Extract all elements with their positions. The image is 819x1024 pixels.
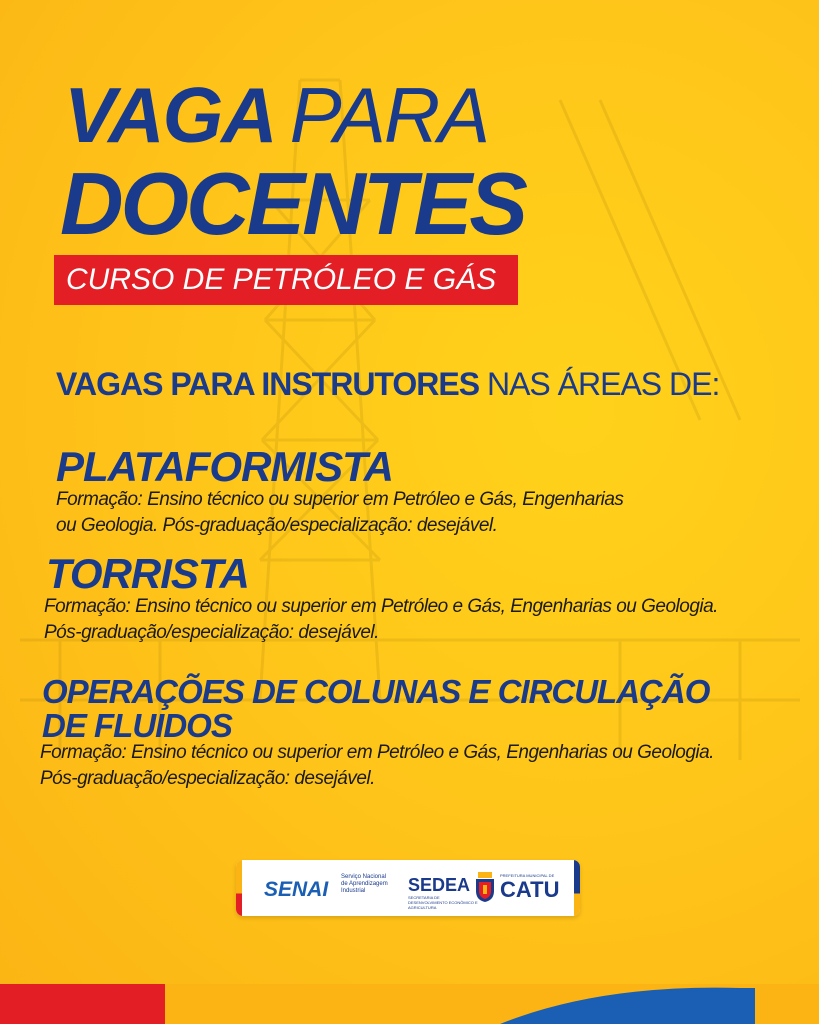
sedea-logo: SEDEA (408, 875, 471, 895)
area-title-plataformista: PLATAFORMISTA (56, 443, 393, 490)
headline-docentes: DOCENTES (60, 154, 525, 253)
sedea-description: SECRETARIA DE DESENVOLVIMENTO ECONÔMICO E AGRICULTURA (408, 895, 478, 910)
headline-line-1 (64, 71, 489, 159)
senai-logo: SENAI (264, 878, 329, 901)
desc-line: Formação: Ensino técnico ou superior em Petróleo e Gás, Engenharias ou Geologia. (44, 596, 718, 617)
logo-bar-left-edge (236, 860, 242, 916)
area-desc-plataformista (56, 487, 623, 539)
desc-line: Pós-graduação/especialização: desejável. (40, 768, 375, 789)
catu-crest-icon (475, 871, 495, 903)
subheading-bold: VAGAS PARA INSTRUTORES (56, 366, 480, 402)
desc-line: Pós-graduação/especialização: desejável. (44, 622, 379, 643)
area-title-torrista: TORRISTA (46, 550, 249, 597)
area-title-operacoes (42, 675, 709, 743)
desc-line: ou Geologia. Pós-graduação/especialização: desejável. (56, 515, 498, 536)
bottom-color-band (0, 984, 819, 1024)
catu-prefeitura-label: PREFEITURA MUNICIPAL DE (500, 873, 555, 878)
subheading-normal: NAS ÁREAS DE: (486, 366, 720, 402)
partner-logos-bar (236, 860, 580, 916)
area-desc-torrista (44, 594, 718, 646)
course-banner: CURSO DE PETRÓLEO E GÁS (54, 255, 518, 305)
desc-line: Formação: Ensino técnico ou superior em Petróleo e Gás, Engenharias (56, 489, 624, 510)
desc-line: Formação: Ensino técnico ou superior em Petróleo e Gás, Engenharias ou Geologia. (40, 742, 714, 763)
areas-subheading (56, 366, 719, 403)
logo-bar-right-edge (574, 860, 580, 916)
headline-para: PARA (289, 71, 489, 159)
senai-description: Serviço Nacional de Aprendizagem Industrial (341, 874, 388, 894)
area-title-line: DE FLUIDOS (42, 707, 232, 744)
area-desc-operacoes (40, 740, 714, 792)
area-title-line: OPERAÇÕES DE COLUNAS E CIRCULAÇÃO (42, 673, 710, 710)
catu-logo: CATU (500, 877, 560, 902)
headline-vaga: VAGA (64, 71, 276, 159)
